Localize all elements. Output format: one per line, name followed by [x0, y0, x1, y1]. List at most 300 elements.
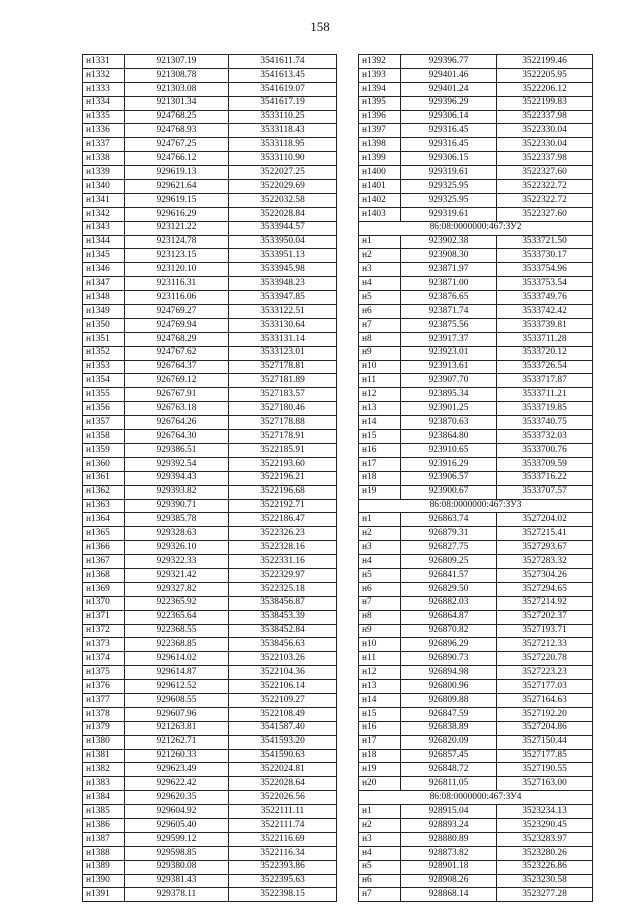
x-coordinate-cell: 921262.71 — [125, 735, 229, 749]
x-coordinate-cell: 923916.29 — [401, 457, 497, 471]
section-header-row — [359, 499, 593, 513]
x-coordinate-cell: 926879.31 — [401, 527, 497, 541]
x-coordinate-cell: 924766.12 — [125, 152, 229, 166]
y-coordinate-cell: 3522111.11 — [229, 805, 337, 819]
table-row — [83, 666, 337, 680]
table-row — [83, 318, 337, 332]
point-id-cell: н1358 — [83, 430, 125, 444]
point-id-cell: н17 — [359, 735, 401, 749]
table-row — [83, 499, 337, 513]
table-row — [359, 888, 593, 902]
table-row — [359, 318, 593, 332]
table-row — [359, 180, 593, 194]
y-coordinate-cell: 3522026.56 — [229, 791, 337, 805]
x-coordinate-cell: 929321.42 — [125, 568, 229, 582]
x-coordinate-cell: 929612.52 — [125, 680, 229, 694]
table-row — [83, 221, 337, 235]
y-coordinate-cell: 3522185.91 — [229, 443, 337, 457]
point-id-cell: н1338 — [83, 152, 125, 166]
x-coordinate-cell: 923124.78 — [125, 235, 229, 249]
point-id-cell: н1365 — [83, 527, 125, 541]
x-coordinate-cell: 929599.12 — [125, 832, 229, 846]
point-id-cell: н1339 — [83, 166, 125, 180]
table-row — [83, 96, 337, 110]
table-row — [359, 832, 593, 846]
y-coordinate-cell: 3522199.46 — [497, 55, 593, 69]
table-row — [359, 860, 593, 874]
x-coordinate-cell: 928915.04 — [401, 805, 497, 819]
x-coordinate-cell: 929401.46 — [401, 68, 497, 82]
table-row — [359, 763, 593, 777]
x-coordinate-cell: 929619.13 — [125, 166, 229, 180]
x-coordinate-cell: 929327.82 — [125, 582, 229, 596]
x-coordinate-cell: 921263.81 — [125, 721, 229, 735]
point-id-cell: н1353 — [83, 360, 125, 374]
table-row — [359, 638, 593, 652]
table-row — [359, 110, 593, 124]
table-row — [359, 735, 593, 749]
y-coordinate-cell: 3541613.45 — [229, 68, 337, 82]
table-row — [359, 430, 593, 444]
point-id-cell: н10 — [359, 638, 401, 652]
y-coordinate-cell: 3522196.68 — [229, 485, 337, 499]
point-id-cell: н1378 — [83, 707, 125, 721]
table-row — [83, 874, 337, 888]
y-coordinate-cell: 3527178.88 — [229, 416, 337, 430]
y-coordinate-cell: 3522111.74 — [229, 818, 337, 832]
point-id-cell: н1390 — [83, 874, 125, 888]
y-coordinate-cell: 3522106.14 — [229, 680, 337, 694]
y-coordinate-cell: 3527181.89 — [229, 374, 337, 388]
y-coordinate-cell: 3533726.54 — [497, 360, 593, 374]
y-coordinate-cell: 3533130.64 — [229, 318, 337, 332]
x-coordinate-cell: 929619.15 — [125, 193, 229, 207]
point-id-cell: н1350 — [83, 318, 125, 332]
table-row — [359, 680, 593, 694]
table-row — [83, 805, 337, 819]
x-coordinate-cell: 923917.37 — [401, 332, 497, 346]
y-coordinate-cell: 3522028.84 — [229, 207, 337, 221]
table-row — [83, 846, 337, 860]
point-id-cell: н9 — [359, 624, 401, 638]
point-id-cell: н12 — [359, 388, 401, 402]
table-row — [83, 555, 337, 569]
table-row — [83, 430, 337, 444]
table-row — [359, 485, 593, 499]
y-coordinate-cell: 3522337.98 — [497, 110, 593, 124]
x-coordinate-cell: 922365.64 — [125, 610, 229, 624]
x-coordinate-cell: 929623.49 — [125, 763, 229, 777]
point-id-cell: н12 — [359, 666, 401, 680]
y-coordinate-cell: 3522326.23 — [229, 527, 337, 541]
point-id-cell: н1347 — [83, 277, 125, 291]
y-coordinate-cell: 3527177.85 — [497, 749, 593, 763]
table-row — [83, 416, 337, 430]
x-coordinate-cell: 924769.94 — [125, 318, 229, 332]
x-coordinate-cell: 921303.08 — [125, 82, 229, 96]
cadastral-number-heading: 86:08:0000000:467:ЗУ3 — [359, 499, 593, 513]
point-id-cell: н1374 — [83, 652, 125, 666]
x-coordinate-cell: 926769.12 — [125, 374, 229, 388]
x-coordinate-cell: 929396.29 — [401, 96, 497, 110]
y-coordinate-cell: 3527178.91 — [229, 430, 337, 444]
x-coordinate-cell: 929386.51 — [125, 443, 229, 457]
table-row — [359, 68, 593, 82]
y-coordinate-cell: 3541611.74 — [229, 55, 337, 69]
table-row — [359, 610, 593, 624]
x-coordinate-cell: 929608.55 — [125, 693, 229, 707]
table-row — [83, 652, 337, 666]
point-id-cell: н1379 — [83, 721, 125, 735]
point-id-cell: н1333 — [83, 82, 125, 96]
point-id-cell: н5 — [359, 568, 401, 582]
point-id-cell: н1403 — [359, 207, 401, 221]
table-row — [83, 888, 337, 902]
x-coordinate-cell: 928873.82 — [401, 846, 497, 860]
y-coordinate-cell: 3533709.59 — [497, 457, 593, 471]
table-row — [359, 513, 593, 527]
x-coordinate-cell: 926896.29 — [401, 638, 497, 652]
x-coordinate-cell: 921260.33 — [125, 749, 229, 763]
x-coordinate-cell: 923871.74 — [401, 305, 497, 319]
y-coordinate-cell: 3533948.23 — [229, 277, 337, 291]
x-coordinate-cell: 929607.96 — [125, 707, 229, 721]
table-row — [83, 541, 337, 555]
point-id-cell: н1384 — [83, 791, 125, 805]
y-coordinate-cell: 3523234.13 — [497, 805, 593, 819]
table-row — [83, 638, 337, 652]
y-coordinate-cell: 3527164.63 — [497, 693, 593, 707]
y-coordinate-cell: 3533717.87 — [497, 374, 593, 388]
x-coordinate-cell: 923906.57 — [401, 471, 497, 485]
table-row — [83, 471, 337, 485]
point-id-cell: н1395 — [359, 96, 401, 110]
point-id-cell: н7 — [359, 596, 401, 610]
y-coordinate-cell: 3523280.26 — [497, 846, 593, 860]
x-coordinate-cell: 923871.97 — [401, 263, 497, 277]
x-coordinate-cell: 926864.87 — [401, 610, 497, 624]
point-id-cell: н1345 — [83, 249, 125, 263]
y-coordinate-cell: 3522205.95 — [497, 68, 593, 82]
y-coordinate-cell: 3533945.98 — [229, 263, 337, 277]
table-row — [359, 305, 593, 319]
y-coordinate-cell: 3522330.04 — [497, 124, 593, 138]
y-coordinate-cell: 3527192.20 — [497, 707, 593, 721]
x-coordinate-cell: 926890.73 — [401, 652, 497, 666]
x-coordinate-cell: 929616.29 — [125, 207, 229, 221]
point-id-cell: н2 — [359, 818, 401, 832]
point-id-cell: н14 — [359, 693, 401, 707]
x-coordinate-cell: 923895.34 — [401, 388, 497, 402]
x-coordinate-cell: 929325.95 — [401, 180, 497, 194]
y-coordinate-cell: 3527163.00 — [497, 777, 593, 791]
x-coordinate-cell: 929392.54 — [125, 457, 229, 471]
x-coordinate-cell: 923875.56 — [401, 318, 497, 332]
point-id-cell: н1337 — [83, 138, 125, 152]
table-row — [359, 541, 593, 555]
x-coordinate-cell: 926811.05 — [401, 777, 497, 791]
x-coordinate-cell: 923123.15 — [125, 249, 229, 263]
point-id-cell: н13 — [359, 402, 401, 416]
x-coordinate-cell: 923907.70 — [401, 374, 497, 388]
y-coordinate-cell: 3527220.78 — [497, 652, 593, 666]
point-id-cell: н6 — [359, 582, 401, 596]
point-id-cell: н1394 — [359, 82, 401, 96]
table-row — [359, 874, 593, 888]
point-id-cell: н1357 — [83, 416, 125, 430]
x-coordinate-cell: 929605.40 — [125, 818, 229, 832]
x-coordinate-cell: 923910.65 — [401, 443, 497, 457]
y-coordinate-cell: 3527293.67 — [497, 541, 593, 555]
y-coordinate-cell: 3533131.14 — [229, 332, 337, 346]
x-coordinate-cell: 929620.35 — [125, 791, 229, 805]
x-coordinate-cell: 929319.61 — [401, 207, 497, 221]
y-coordinate-cell: 3533740.75 — [497, 416, 593, 430]
point-id-cell: н7 — [359, 888, 401, 902]
point-id-cell: н1381 — [83, 749, 125, 763]
table-row — [359, 457, 593, 471]
table-row — [83, 596, 337, 610]
y-coordinate-cell: 3522199.83 — [497, 96, 593, 110]
table-row — [359, 277, 593, 291]
x-coordinate-cell: 929322.33 — [125, 555, 229, 569]
y-coordinate-cell: 3527212.33 — [497, 638, 593, 652]
point-id-cell: н1342 — [83, 207, 125, 221]
y-coordinate-cell: 3533950.04 — [229, 235, 337, 249]
section-header-row — [359, 791, 593, 805]
y-coordinate-cell: 3522109.27 — [229, 693, 337, 707]
y-coordinate-cell: 3541587.40 — [229, 721, 337, 735]
point-id-cell: н1364 — [83, 513, 125, 527]
table-row — [359, 805, 593, 819]
point-id-cell: н1 — [359, 235, 401, 249]
x-coordinate-cell: 926809.88 — [401, 693, 497, 707]
table-row — [83, 346, 337, 360]
point-id-cell: н18 — [359, 471, 401, 485]
y-coordinate-cell: 3541617.19 — [229, 96, 337, 110]
y-coordinate-cell: 3533742.42 — [497, 305, 593, 319]
table-row — [83, 582, 337, 596]
point-id-cell: н9 — [359, 346, 401, 360]
x-coordinate-cell: 922368.55 — [125, 624, 229, 638]
point-id-cell: н1341 — [83, 193, 125, 207]
point-id-cell: н1343 — [83, 221, 125, 235]
table-row — [359, 291, 593, 305]
table-row — [359, 346, 593, 360]
y-coordinate-cell: 3533739.81 — [497, 318, 593, 332]
table-row — [83, 513, 337, 527]
point-id-cell: н1382 — [83, 763, 125, 777]
y-coordinate-cell: 3541590.63 — [229, 749, 337, 763]
y-coordinate-cell: 3522103.26 — [229, 652, 337, 666]
y-coordinate-cell: 3527178.81 — [229, 360, 337, 374]
y-coordinate-cell: 3527204.02 — [497, 513, 593, 527]
point-id-cell: н1371 — [83, 610, 125, 624]
y-coordinate-cell: 3522024.81 — [229, 763, 337, 777]
table-row — [359, 555, 593, 569]
x-coordinate-cell: 924768.93 — [125, 124, 229, 138]
x-coordinate-cell: 929325.95 — [401, 193, 497, 207]
y-coordinate-cell: 3522330.04 — [497, 138, 593, 152]
y-coordinate-cell: 3523290.45 — [497, 818, 593, 832]
x-coordinate-cell: 926800.96 — [401, 680, 497, 694]
x-coordinate-cell: 926841.57 — [401, 568, 497, 582]
x-coordinate-cell: 926857.45 — [401, 749, 497, 763]
y-coordinate-cell: 3522032.58 — [229, 193, 337, 207]
table-row — [83, 193, 337, 207]
point-id-cell: н1366 — [83, 541, 125, 555]
x-coordinate-cell: 929319.61 — [401, 166, 497, 180]
coordinates-table-right-body — [359, 55, 593, 902]
point-id-cell: н16 — [359, 721, 401, 735]
x-coordinate-cell: 926767.91 — [125, 388, 229, 402]
point-id-cell: н19 — [359, 763, 401, 777]
x-coordinate-cell: 929385.78 — [125, 513, 229, 527]
y-coordinate-cell: 3527294.65 — [497, 582, 593, 596]
table-row — [83, 693, 337, 707]
y-coordinate-cell: 3533716.22 — [497, 471, 593, 485]
table-row — [83, 235, 337, 249]
point-id-cell: н2 — [359, 249, 401, 263]
x-coordinate-cell: 926764.30 — [125, 430, 229, 444]
table-row — [359, 193, 593, 207]
table-row — [83, 624, 337, 638]
table-row — [83, 763, 337, 777]
table-row — [359, 124, 593, 138]
x-coordinate-cell: 929621.64 — [125, 180, 229, 194]
x-coordinate-cell: 924768.29 — [125, 332, 229, 346]
point-id-cell: н1389 — [83, 860, 125, 874]
point-id-cell: н1401 — [359, 180, 401, 194]
y-coordinate-cell: 3522393.86 — [229, 860, 337, 874]
y-coordinate-cell: 3527214.92 — [497, 596, 593, 610]
table-row — [83, 124, 337, 138]
x-coordinate-cell: 926764.26 — [125, 416, 229, 430]
x-coordinate-cell: 921308.78 — [125, 68, 229, 82]
y-coordinate-cell: 3522322.72 — [497, 180, 593, 194]
table-row — [83, 735, 337, 749]
table-row — [359, 707, 593, 721]
table-row — [359, 96, 593, 110]
y-coordinate-cell: 3533700.76 — [497, 443, 593, 457]
point-id-cell: н1349 — [83, 305, 125, 319]
table-row — [359, 82, 593, 96]
table-row — [359, 721, 593, 735]
section-header-row — [359, 221, 593, 235]
x-coordinate-cell: 926809.25 — [401, 555, 497, 569]
y-coordinate-cell: 3527183.57 — [229, 388, 337, 402]
point-id-cell: н1377 — [83, 693, 125, 707]
y-coordinate-cell: 3522029.69 — [229, 180, 337, 194]
table-row — [359, 55, 593, 69]
y-coordinate-cell: 3538452.84 — [229, 624, 337, 638]
x-coordinate-cell: 923116.31 — [125, 277, 229, 291]
y-coordinate-cell: 3522331.16 — [229, 555, 337, 569]
x-coordinate-cell: 923913.61 — [401, 360, 497, 374]
table-row — [83, 832, 337, 846]
y-coordinate-cell: 3527150.44 — [497, 735, 593, 749]
table-row — [359, 749, 593, 763]
y-coordinate-cell: 3522027.25 — [229, 166, 337, 180]
table-row — [359, 818, 593, 832]
y-coordinate-cell: 3522337.98 — [497, 152, 593, 166]
point-id-cell: н1344 — [83, 235, 125, 249]
table-row — [83, 791, 337, 805]
table-row — [359, 846, 593, 860]
point-id-cell: н1362 — [83, 485, 125, 499]
point-id-cell: н1392 — [359, 55, 401, 69]
table-row — [359, 596, 593, 610]
table-row — [83, 138, 337, 152]
table-row — [83, 360, 337, 374]
point-id-cell: н3 — [359, 541, 401, 555]
point-id-cell: н1331 — [83, 55, 125, 69]
x-coordinate-cell: 921307.19 — [125, 55, 229, 69]
point-id-cell: н11 — [359, 374, 401, 388]
x-coordinate-cell: 929604.92 — [125, 805, 229, 819]
y-coordinate-cell: 3533732.03 — [497, 430, 593, 444]
point-id-cell: н1340 — [83, 180, 125, 194]
y-coordinate-cell: 3522328.16 — [229, 541, 337, 555]
y-coordinate-cell: 3527202.37 — [497, 610, 593, 624]
table-row — [83, 68, 337, 82]
x-coordinate-cell: 928868.14 — [401, 888, 497, 902]
x-coordinate-cell: 928893.24 — [401, 818, 497, 832]
point-id-cell: н1370 — [83, 596, 125, 610]
x-coordinate-cell: 923902.38 — [401, 235, 497, 249]
y-coordinate-cell: 3527190.55 — [497, 763, 593, 777]
y-coordinate-cell: 3522186.47 — [229, 513, 337, 527]
point-id-cell: н1346 — [83, 263, 125, 277]
x-coordinate-cell: 923923.01 — [401, 346, 497, 360]
table-row — [359, 235, 593, 249]
y-coordinate-cell: 3533951.13 — [229, 249, 337, 263]
table-row — [359, 777, 593, 791]
point-id-cell: н4 — [359, 277, 401, 291]
y-coordinate-cell: 3541593.20 — [229, 735, 337, 749]
point-id-cell: н3 — [359, 263, 401, 277]
coordinates-table-left — [82, 54, 337, 902]
point-id-cell: н1361 — [83, 471, 125, 485]
y-coordinate-cell: 3538456.87 — [229, 596, 337, 610]
point-id-cell: н1398 — [359, 138, 401, 152]
point-id-cell: н1391 — [83, 888, 125, 902]
table-row — [83, 485, 337, 499]
y-coordinate-cell: 3523283.97 — [497, 832, 593, 846]
table-row — [359, 207, 593, 221]
x-coordinate-cell: 923120.10 — [125, 263, 229, 277]
point-id-cell: н1388 — [83, 846, 125, 860]
x-coordinate-cell: 923864.80 — [401, 430, 497, 444]
x-coordinate-cell: 929390.71 — [125, 499, 229, 513]
point-id-cell: н3 — [359, 832, 401, 846]
y-coordinate-cell: 3533730.17 — [497, 249, 593, 263]
x-coordinate-cell: 926829.50 — [401, 582, 497, 596]
x-coordinate-cell: 929598.85 — [125, 846, 229, 860]
x-coordinate-cell: 923116.06 — [125, 291, 229, 305]
y-coordinate-cell: 3527177.03 — [497, 680, 593, 694]
point-id-cell: н1359 — [83, 443, 125, 457]
x-coordinate-cell: 928880.89 — [401, 832, 497, 846]
table-row — [359, 582, 593, 596]
point-id-cell: н1369 — [83, 582, 125, 596]
y-coordinate-cell: 3523277.28 — [497, 888, 593, 902]
y-coordinate-cell: 3522327.60 — [497, 207, 593, 221]
y-coordinate-cell: 3522192.71 — [229, 499, 337, 513]
table-row — [83, 152, 337, 166]
point-id-cell: н1399 — [359, 152, 401, 166]
y-coordinate-cell: 3527215.41 — [497, 527, 593, 541]
